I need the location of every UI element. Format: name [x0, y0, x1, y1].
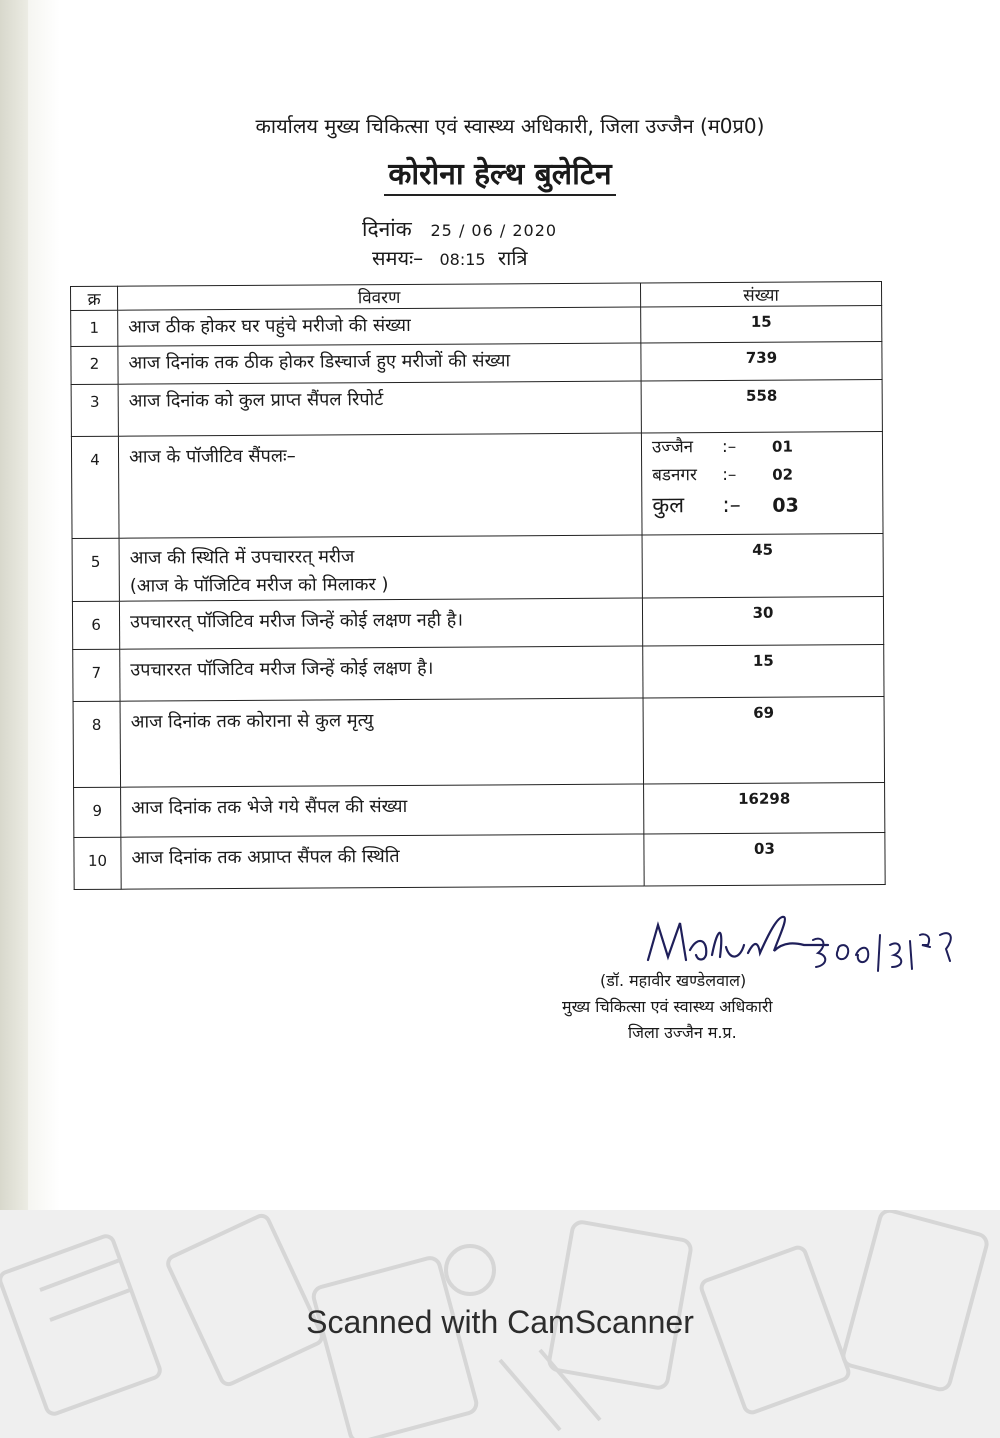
- table-row: [72, 534, 883, 602]
- table-row: [73, 645, 884, 702]
- header-desc: विवरण: [118, 283, 641, 310]
- signatory-designation: मुख्य चिकित्सा एवं स्वास्थ्य अधिकारी: [562, 997, 773, 1016]
- row-value: 30: [642, 597, 883, 646]
- office-header: कार्यालय मुख्य चिकित्सा एवं स्वास्थ्य अधिकारी, जिला उज्जैन (म0प्र0): [255, 114, 765, 138]
- date-value: 25 / 06 / 2020: [430, 221, 558, 240]
- row-desc: [119, 535, 642, 601]
- row-value: 16298: [644, 783, 885, 834]
- row-desc: आज दिनांक को कुल प्राप्त सैंपल रिपोर्ट: [118, 381, 641, 436]
- row-desc-line1: आज की स्थिति में उपचाररत् मरीज: [129, 546, 355, 569]
- row-desc: आज के पॉजीटिव सैंपलः–: [118, 433, 642, 538]
- breakdown-total: कुल :– 03: [652, 492, 799, 519]
- row-desc: उपचाररत पॉजिटिव मरीज जिन्हें कोई लक्षण है।: [120, 646, 643, 701]
- row-sn: 1: [71, 310, 118, 346]
- row-sn: 6: [72, 601, 119, 649]
- handwritten-signature: [628, 905, 988, 975]
- positive-breakdown: [641, 432, 883, 535]
- signatory-location: जिला उज्जैन म.प्र.: [628, 1023, 737, 1042]
- row-desc: आज दिनांक तक भेजे गये सैंपल की संख्या: [121, 784, 644, 837]
- bulletin-title-text: कोरोना हेल्थ बुलेटिन: [384, 157, 615, 196]
- row-value: 45: [642, 534, 883, 598]
- bulletin-title: [0, 152, 1000, 193]
- header-value: संख्या: [640, 282, 881, 307]
- row-value: 15: [643, 645, 884, 698]
- row-sn: 3: [71, 384, 118, 436]
- row-desc: आज ठीक होकर घर पहुंचे मरीजो की संख्या: [118, 307, 641, 346]
- table-row: [71, 432, 883, 539]
- camscanner-label: Scanned with CamScanner: [306, 1304, 694, 1340]
- row-sn: 8: [73, 701, 121, 787]
- table-row: [74, 783, 885, 838]
- row-desc-line2: (आज के पॉजिटिव मरीज को मिलाकर ): [129, 574, 389, 597]
- table-row: [73, 697, 885, 788]
- row-sn: 5: [72, 538, 119, 601]
- breakdown-ujjain: उज्जैन :– 01: [651, 436, 793, 458]
- row-sn: 4: [71, 436, 119, 538]
- signature-block: [548, 968, 868, 1046]
- row-desc: आज दिनांक तक कोराना से कुल मृत्यु: [120, 698, 644, 787]
- row-desc: आज दिनांक तक अप्राप्त सैंपल की स्थिति: [121, 834, 644, 889]
- breakdown-badnagar: बडनगर :– 02: [652, 464, 794, 486]
- time-line: [372, 244, 528, 271]
- date-line: [362, 215, 557, 243]
- row-sn: 2: [71, 346, 118, 384]
- row-value: 69: [643, 697, 885, 784]
- time-suffix: रात्रि: [497, 246, 528, 270]
- table-row: [71, 342, 882, 385]
- time-label: समयः–: [372, 246, 424, 270]
- row-value: 739: [641, 342, 882, 381]
- signatory-name: (डॉ. महावीर खण्डेलवाल): [600, 971, 747, 990]
- date-label: दिनांक: [362, 217, 412, 241]
- header-sn: क्र: [71, 286, 118, 310]
- table-row: [72, 597, 883, 650]
- table-row: [71, 306, 882, 347]
- row-desc: उपचाररत् पॉजिटिव मरीज जिन्हें कोई लक्षण नही है।: [119, 598, 642, 649]
- table-row: [74, 833, 885, 890]
- time-value: 08:15: [439, 250, 486, 269]
- table-row: [71, 380, 882, 437]
- row-value: 03: [644, 833, 885, 886]
- row-desc: आज दिनांक तक ठीक होकर डिस्चार्ज हुए मरीजों की संख्या: [118, 343, 641, 384]
- row-sn: 9: [74, 787, 121, 837]
- row-value: 558: [641, 380, 882, 433]
- row-sn: 10: [74, 837, 121, 889]
- row-value: 15: [641, 306, 882, 343]
- row-sn: 7: [73, 649, 120, 701]
- bulletin-table: [70, 281, 886, 890]
